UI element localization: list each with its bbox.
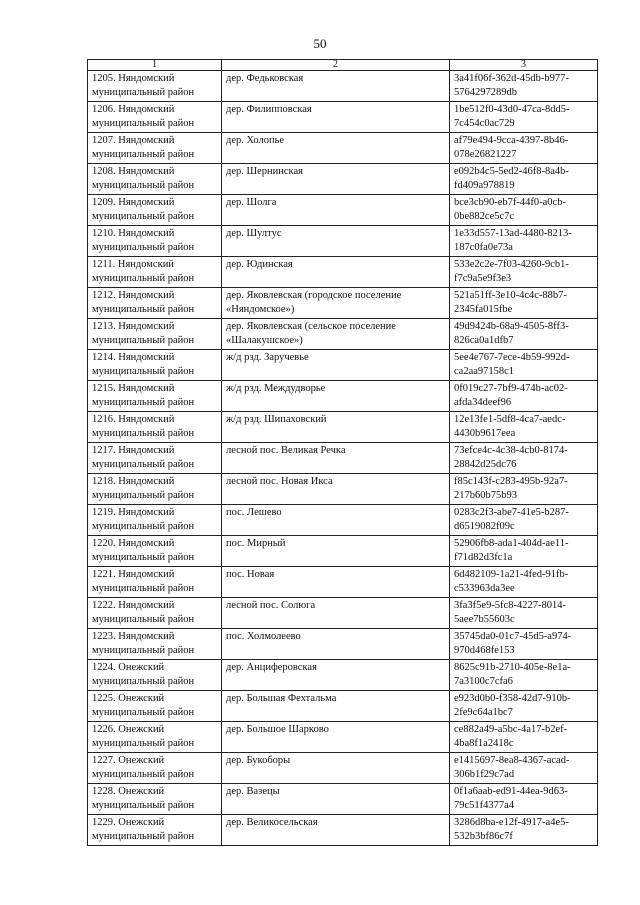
- guid-cell: [450, 288, 598, 319]
- settlement-cell: [222, 505, 450, 536]
- guid-cell-line: 078e26821227: [454, 148, 517, 160]
- district-cell-line: муниципальный район: [92, 179, 195, 191]
- settlement-cell: [222, 350, 450, 381]
- guid-cell-line: 12e13fe1-5df8-4ca7-aedc-: [454, 414, 566, 425]
- district-cell-line: муниципальный район: [92, 613, 195, 625]
- table-row: [88, 164, 598, 195]
- settlement-cell-line: дер. Шолга: [226, 197, 277, 208]
- guid-cell-line: 3286d8ba-e12f-4917-a4e5-: [454, 817, 569, 828]
- guid-cell: [450, 598, 598, 629]
- district-cell-line: 1218. Няндомский: [92, 476, 175, 487]
- guid-cell-line: 5aee7b55603c: [454, 613, 515, 625]
- table-header: [88, 60, 598, 71]
- settlement-cell-line: ж/д рзд. Шипаховский: [226, 414, 327, 425]
- guid-cell-line: 3fa3f5e9-5fc8-4227-8014-: [454, 600, 566, 611]
- settlement-cell: [222, 71, 450, 102]
- district-cell: [88, 629, 222, 660]
- guid-cell-line: 4430b9617eea: [454, 427, 516, 439]
- settlement-cell-line: дер. Яковлевская (городское поселение: [226, 290, 402, 301]
- district-cell-line: муниципальный район: [92, 489, 195, 501]
- guid-cell: [450, 350, 598, 381]
- district-cell-line: 1215. Няндомский: [92, 383, 175, 394]
- settlement-cell-line: «Шалакушское»): [226, 334, 303, 346]
- settlement-table: [87, 59, 598, 846]
- settlement-cell-line: ж/д рзд. Междудворье: [226, 383, 326, 394]
- settlement-cell: [222, 443, 450, 474]
- district-cell-line: 1226. Онежский: [92, 724, 165, 735]
- settlement-cell: [222, 598, 450, 629]
- guid-cell-line: 73efce4c-4c38-4cb0-8174-: [454, 445, 568, 456]
- table-row: [88, 505, 598, 536]
- guid-cell: [450, 226, 598, 257]
- table-row: [88, 474, 598, 505]
- settlement-cell-line: дер. Вазецы: [226, 786, 280, 797]
- district-cell-line: муниципальный район: [92, 582, 195, 594]
- district-cell: [88, 505, 222, 536]
- guid-cell-line: 826ca0a1dfb7: [454, 334, 514, 346]
- district-cell-line: 1217. Няндомский: [92, 445, 175, 456]
- district-cell-line: муниципальный район: [92, 551, 195, 563]
- page-number: 50: [313, 36, 327, 51]
- guid-cell-line: ce882a49-a5bc-4a17-b2ef-: [454, 724, 568, 735]
- settlement-cell: [222, 226, 450, 257]
- settlement-cell-line: пос. Мирный: [226, 538, 286, 549]
- guid-cell-line: 5764297289db: [454, 86, 517, 98]
- settlement-cell: [222, 319, 450, 350]
- settlement-cell: [222, 381, 450, 412]
- district-cell: [88, 381, 222, 412]
- table-row: [88, 71, 598, 102]
- guid-cell-line: d6519082f09c: [454, 520, 515, 532]
- district-cell-line: муниципальный район: [92, 799, 195, 811]
- guid-cell-line: f7c9a5e9f3e3: [454, 272, 512, 284]
- settlement-cell: [222, 815, 450, 846]
- district-cell-line: 1207. Няндомский: [92, 135, 175, 146]
- table-row: [88, 629, 598, 660]
- settlement-cell-line: дер. Букоборы: [226, 755, 291, 766]
- district-cell: [88, 164, 222, 195]
- guid-cell-line: 0f019c27-7bf9-474b-ac02-: [454, 383, 568, 394]
- guid-cell: [450, 660, 598, 691]
- guid-cell-line: 2fe9c64a1bc7: [454, 706, 513, 718]
- settlement-cell-line: дер. Яковлевская (сельское поселение: [226, 321, 396, 332]
- guid-cell: [450, 195, 598, 226]
- district-cell: [88, 195, 222, 226]
- column-header-2: 2: [222, 60, 450, 71]
- guid-cell: [450, 536, 598, 567]
- settlement-cell-line: дер. Великосельская: [226, 817, 318, 828]
- guid-cell: [450, 505, 598, 536]
- guid-cell-line: 7c454c0ac729: [454, 117, 515, 129]
- settlement-cell: [222, 257, 450, 288]
- guid-cell-line: 533e2c2e-7f03-4260-9cb1-: [454, 259, 569, 270]
- guid-cell-line: 5ee4e767-7ece-4b59-992d-: [454, 352, 570, 363]
- district-cell: [88, 412, 222, 443]
- guid-cell: [450, 753, 598, 784]
- district-cell-line: 1219. Няндомский: [92, 507, 175, 518]
- district-cell-line: 1216. Няндомский: [92, 414, 175, 425]
- table-row: [88, 753, 598, 784]
- district-cell-line: муниципальный район: [92, 427, 195, 439]
- guid-cell-line: 79c51f4377a4: [454, 799, 515, 811]
- guid-cell-line: 532b3bf86c7f: [454, 830, 513, 842]
- district-cell-line: 1213. Няндомский: [92, 321, 175, 332]
- settlement-cell-line: дер. Большая Фехтальма: [226, 693, 337, 704]
- district-cell-line: муниципальный район: [92, 396, 195, 408]
- guid-cell-line: ca2aa97158c1: [454, 365, 515, 377]
- guid-cell-line: e092b4c5-5ed2-46f8-8a4b-: [454, 166, 569, 177]
- table-row: [88, 567, 598, 598]
- guid-cell-line: f85c143f-c283-495b-92a7-: [454, 476, 568, 487]
- district-cell-line: муниципальный район: [92, 365, 195, 377]
- settlement-cell-line: дер. Холопье: [226, 135, 285, 146]
- district-cell-line: 1222. Няндомский: [92, 600, 175, 611]
- settlement-cell-line: дер. Филипповская: [226, 104, 312, 115]
- guid-cell: [450, 71, 598, 102]
- district-cell-line: 1221. Няндомский: [92, 569, 175, 580]
- table-row: [88, 784, 598, 815]
- table-body: [88, 71, 598, 846]
- settlement-cell: [222, 753, 450, 784]
- guid-cell-line: 7a3100c7cfa6: [454, 675, 513, 687]
- district-cell: [88, 71, 222, 102]
- settlement-cell-line: дер. Анциферовская: [226, 662, 317, 673]
- guid-cell: [450, 691, 598, 722]
- district-cell-line: 1224. Онежский: [92, 662, 165, 673]
- guid-cell: [450, 381, 598, 412]
- table-row: [88, 195, 598, 226]
- guid-cell: [450, 164, 598, 195]
- district-cell-line: муниципальный район: [92, 644, 195, 656]
- district-cell: [88, 133, 222, 164]
- guid-cell-line: 1be512f0-43d0-47ca-8dd5-: [454, 104, 570, 115]
- settlement-cell: [222, 474, 450, 505]
- district-cell-line: 1214. Няндомский: [92, 352, 175, 363]
- district-cell: [88, 226, 222, 257]
- settlement-cell-line: лесной пос. Новая Икса: [226, 476, 333, 487]
- guid-cell-line: 52906fb8-ada1-404d-ae11-: [454, 538, 569, 549]
- district-cell-line: муниципальный район: [92, 86, 195, 98]
- district-cell-line: муниципальный район: [92, 241, 195, 253]
- guid-cell-line: c533963da3ee: [454, 582, 515, 594]
- table-row: [88, 133, 598, 164]
- table-row: [88, 412, 598, 443]
- guid-cell: [450, 443, 598, 474]
- district-cell-line: 1209. Няндомский: [92, 197, 175, 208]
- district-cell-line: 1223. Няндомский: [92, 631, 175, 642]
- settlement-cell-line: ж/д рзд. Заручевье: [226, 352, 309, 363]
- district-cell: [88, 102, 222, 133]
- guid-cell-line: e923d0b0-f358-42d7-910b-: [454, 693, 571, 704]
- district-cell: [88, 753, 222, 784]
- table-row: [88, 691, 598, 722]
- guid-cell: [450, 784, 598, 815]
- district-cell-line: 1206. Няндомский: [92, 104, 175, 115]
- guid-cell-line: 0f1a6aab-ed91-44ea-9d63-: [454, 786, 568, 797]
- guid-cell-line: 35745da0-01c7-45d5-a974-: [454, 631, 572, 642]
- table-row: [88, 815, 598, 846]
- settlement-cell: [222, 784, 450, 815]
- guid-cell: [450, 474, 598, 505]
- district-cell: [88, 443, 222, 474]
- settlement-cell: [222, 412, 450, 443]
- district-cell-line: муниципальный район: [92, 706, 195, 718]
- guid-cell-line: bce3cb90-eb7f-44f0-a0cb-: [454, 197, 566, 208]
- settlement-cell: [222, 288, 450, 319]
- district-cell-line: 1220. Няндомский: [92, 538, 175, 549]
- guid-cell-line: 1e33d557-13ad-4480-8213-: [454, 228, 572, 239]
- guid-cell-line: fd409a978819: [454, 179, 515, 191]
- district-cell-line: муниципальный район: [92, 830, 195, 842]
- settlement-cell-line: пос. Холмолеево: [226, 631, 301, 642]
- guid-cell-line: 187c0fa0e73a: [454, 241, 513, 253]
- guid-cell: [450, 815, 598, 846]
- settlement-cell: [222, 536, 450, 567]
- table-row: [88, 536, 598, 567]
- settlement-cell-line: лесной пос. Великая Речка: [226, 445, 346, 456]
- guid-cell: [450, 412, 598, 443]
- settlement-cell-line: дер. Шернинская: [226, 166, 303, 177]
- district-cell-line: муниципальный район: [92, 737, 195, 749]
- guid-cell: [450, 319, 598, 350]
- district-cell-line: муниципальный район: [92, 210, 195, 222]
- district-cell: [88, 691, 222, 722]
- settlement-cell: [222, 567, 450, 598]
- settlement-cell-line: пос. Новая: [226, 569, 275, 580]
- guid-cell-line: 0283c2f3-abe7-41e5-b287-: [454, 507, 569, 518]
- district-cell-line: 1228. Онежский: [92, 786, 165, 797]
- settlement-cell-line: дер. Федьковская: [226, 73, 304, 84]
- district-cell: [88, 567, 222, 598]
- table-row: [88, 722, 598, 753]
- district-cell: [88, 598, 222, 629]
- table-row: [88, 102, 598, 133]
- table-row: [88, 288, 598, 319]
- guid-cell-line: 0be882ce5c7c: [454, 210, 515, 222]
- district-cell: [88, 815, 222, 846]
- guid-cell-line: 3a41f06f-362d-45db-b977-: [454, 73, 569, 84]
- district-cell: [88, 288, 222, 319]
- guid-cell-line: 306b1f29c7ad: [454, 768, 515, 780]
- district-cell-line: 1211. Няндомский: [92, 259, 174, 270]
- district-cell-line: 1208. Няндомский: [92, 166, 175, 177]
- table-row: [88, 381, 598, 412]
- guid-cell: [450, 722, 598, 753]
- table-row: [88, 660, 598, 691]
- guid-cell-line: 970d468fe153: [454, 644, 515, 656]
- district-cell: [88, 784, 222, 815]
- guid-cell-line: e1415697-8ea8-4367-acad-: [454, 755, 570, 766]
- district-cell-line: муниципальный район: [92, 148, 195, 160]
- guid-cell-line: 217b60b75b93: [454, 489, 517, 501]
- table-row: [88, 350, 598, 381]
- district-cell-line: муниципальный район: [92, 458, 195, 470]
- district-cell-line: муниципальный район: [92, 675, 195, 687]
- guid-cell-line: 6d482109-1a21-4fed-91fb-: [454, 569, 569, 580]
- guid-cell-line: f71d82d3fc1a: [454, 551, 513, 563]
- district-cell-line: 1212. Няндомский: [92, 290, 175, 301]
- district-cell-line: муниципальный район: [92, 117, 195, 129]
- district-cell-line: 1205. Няндомский: [92, 73, 175, 84]
- table-row: [88, 257, 598, 288]
- settlement-cell: [222, 722, 450, 753]
- district-cell-line: 1229. Онежский: [92, 817, 165, 828]
- column-header-1: 1: [88, 60, 222, 71]
- district-cell-line: муниципальный район: [92, 768, 195, 780]
- table-row: [88, 598, 598, 629]
- district-cell: [88, 474, 222, 505]
- district-cell-line: муниципальный район: [92, 272, 195, 284]
- district-cell: [88, 722, 222, 753]
- guid-cell: [450, 257, 598, 288]
- settlement-cell: [222, 195, 450, 226]
- table-row: [88, 226, 598, 257]
- table-row: [88, 319, 598, 350]
- district-cell-line: муниципальный район: [92, 334, 195, 346]
- settlement-cell-line: лесной пос. Солюга: [226, 600, 316, 611]
- district-cell-line: 1227. Онежский: [92, 755, 165, 766]
- guid-cell-line: 28842d25dc76: [454, 458, 517, 470]
- table-row: [88, 443, 598, 474]
- district-cell-line: муниципальный район: [92, 520, 195, 532]
- guid-cell: [450, 133, 598, 164]
- guid-cell-line: 2345fa015fbe: [454, 303, 513, 315]
- guid-cell-line: af79e494-9cca-4397-8b46-: [454, 135, 569, 146]
- guid-cell-line: 8625c91b-2710-405e-8e1a-: [454, 662, 571, 673]
- district-cell: [88, 257, 222, 288]
- district-cell: [88, 319, 222, 350]
- district-cell: [88, 350, 222, 381]
- settlement-cell: [222, 133, 450, 164]
- district-cell: [88, 660, 222, 691]
- settlement-cell: [222, 691, 450, 722]
- settlement-cell: [222, 102, 450, 133]
- district-cell: [88, 536, 222, 567]
- guid-cell-line: 521a51ff-3e10-4c4c-88b7-: [454, 290, 567, 301]
- settlement-cell-line: дер. Шултус: [226, 228, 282, 239]
- district-cell-line: 1210. Няндомский: [92, 228, 175, 239]
- district-cell-line: муниципальный район: [92, 303, 195, 315]
- settlement-cell-line: «Няндомское»): [226, 303, 295, 315]
- settlement-cell: [222, 660, 450, 691]
- settlement-cell: [222, 164, 450, 195]
- district-cell-line: 1225. Онежский: [92, 693, 165, 704]
- guid-cell: [450, 629, 598, 660]
- guid-cell-line: 4ba8f1a2418c: [454, 737, 514, 749]
- guid-cell: [450, 567, 598, 598]
- column-header-3: 3: [450, 60, 598, 71]
- guid-cell-line: afda34deef96: [454, 396, 512, 408]
- guid-cell-line: 49d9424b-68a9-4505-8ff3-: [454, 321, 569, 332]
- guid-cell: [450, 102, 598, 133]
- settlement-cell: [222, 629, 450, 660]
- settlement-cell-line: пос. Лешево: [226, 507, 282, 518]
- settlement-cell-line: дер. Большое Шарково: [226, 724, 329, 735]
- settlement-cell-line: дер. Юдинская: [226, 259, 293, 270]
